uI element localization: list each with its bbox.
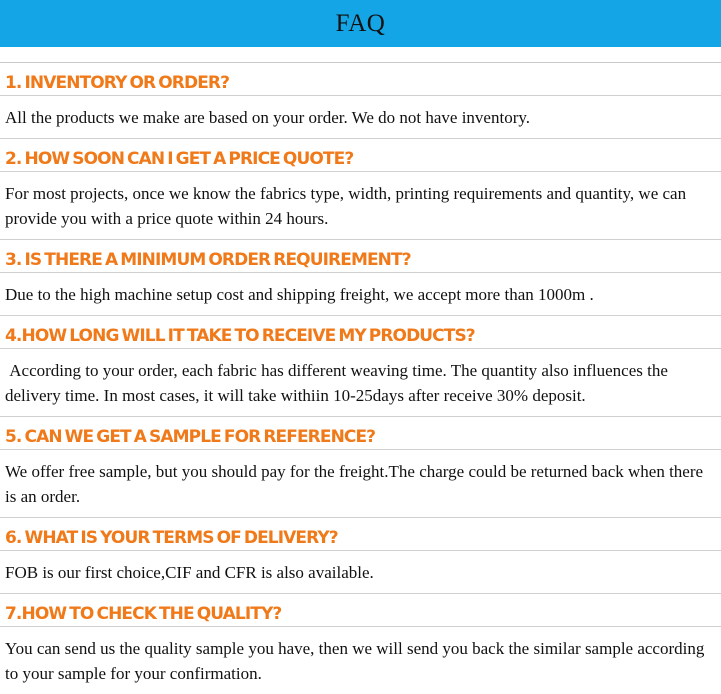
faq-answer: According to your order, each fabric has different weaving time. The quantity also influences the delivery time. In most cases, it will take withiin 10-25days after receive 30% deposit. [5, 361, 673, 405]
faq-answer: Due to the high machine setup cost and shipping freight, we accept more than 1000m . [5, 285, 594, 304]
faq-item-6 [0, 518, 721, 594]
faq-item-5 [0, 417, 721, 518]
faq-item-4 [0, 316, 721, 417]
faq-question: 2. HOW SOON CAN I GET A PRICE QUOTE? [0, 139, 721, 172]
faq-question: 7.HOW TO CHECK THE QUALITY? [0, 594, 721, 627]
faq-header [0, 0, 721, 47]
faq-question: 5. CAN WE GET A SAMPLE FOR REFERENCE? [0, 417, 721, 450]
faq-answer: FOB is our first choice,CIF and CFR is also available. [5, 563, 374, 582]
faq-answer: For most projects, once we know the fabrics type, width, printing requirements and quantity, we can provide you with a price quote within 24 hours. [5, 184, 691, 228]
faq-item-7 [0, 594, 721, 694]
faq-answer: We offer free sample, but you should pay for the freight.The charge could be returned back when there is an order. [5, 462, 708, 506]
faq-item-1 [0, 63, 721, 139]
faq-question: 6. WHAT IS YOUR TERMS OF DELIVERY? [0, 518, 721, 551]
faq-answer: All the products we make are based on your order. We do not have inventory. [5, 108, 531, 127]
faq-list [0, 62, 721, 694]
page-title: FAQ [335, 9, 386, 37]
faq-question: 3. IS THERE A MINIMUM ORDER REQUIREMENT? [0, 240, 721, 273]
faq-question: 4.HOW LONG WILL IT TAKE TO RECEIVE MY PRODUCTS? [0, 316, 721, 349]
faq-item-2 [0, 139, 721, 240]
faq-item-3 [0, 240, 721, 316]
faq-answer: You can send us the quality sample you have, then we will send you back the similar sample according to your sample for your confirmation. [5, 639, 709, 683]
faq-question: 1. INVENTORY OR ORDER? [0, 63, 721, 96]
